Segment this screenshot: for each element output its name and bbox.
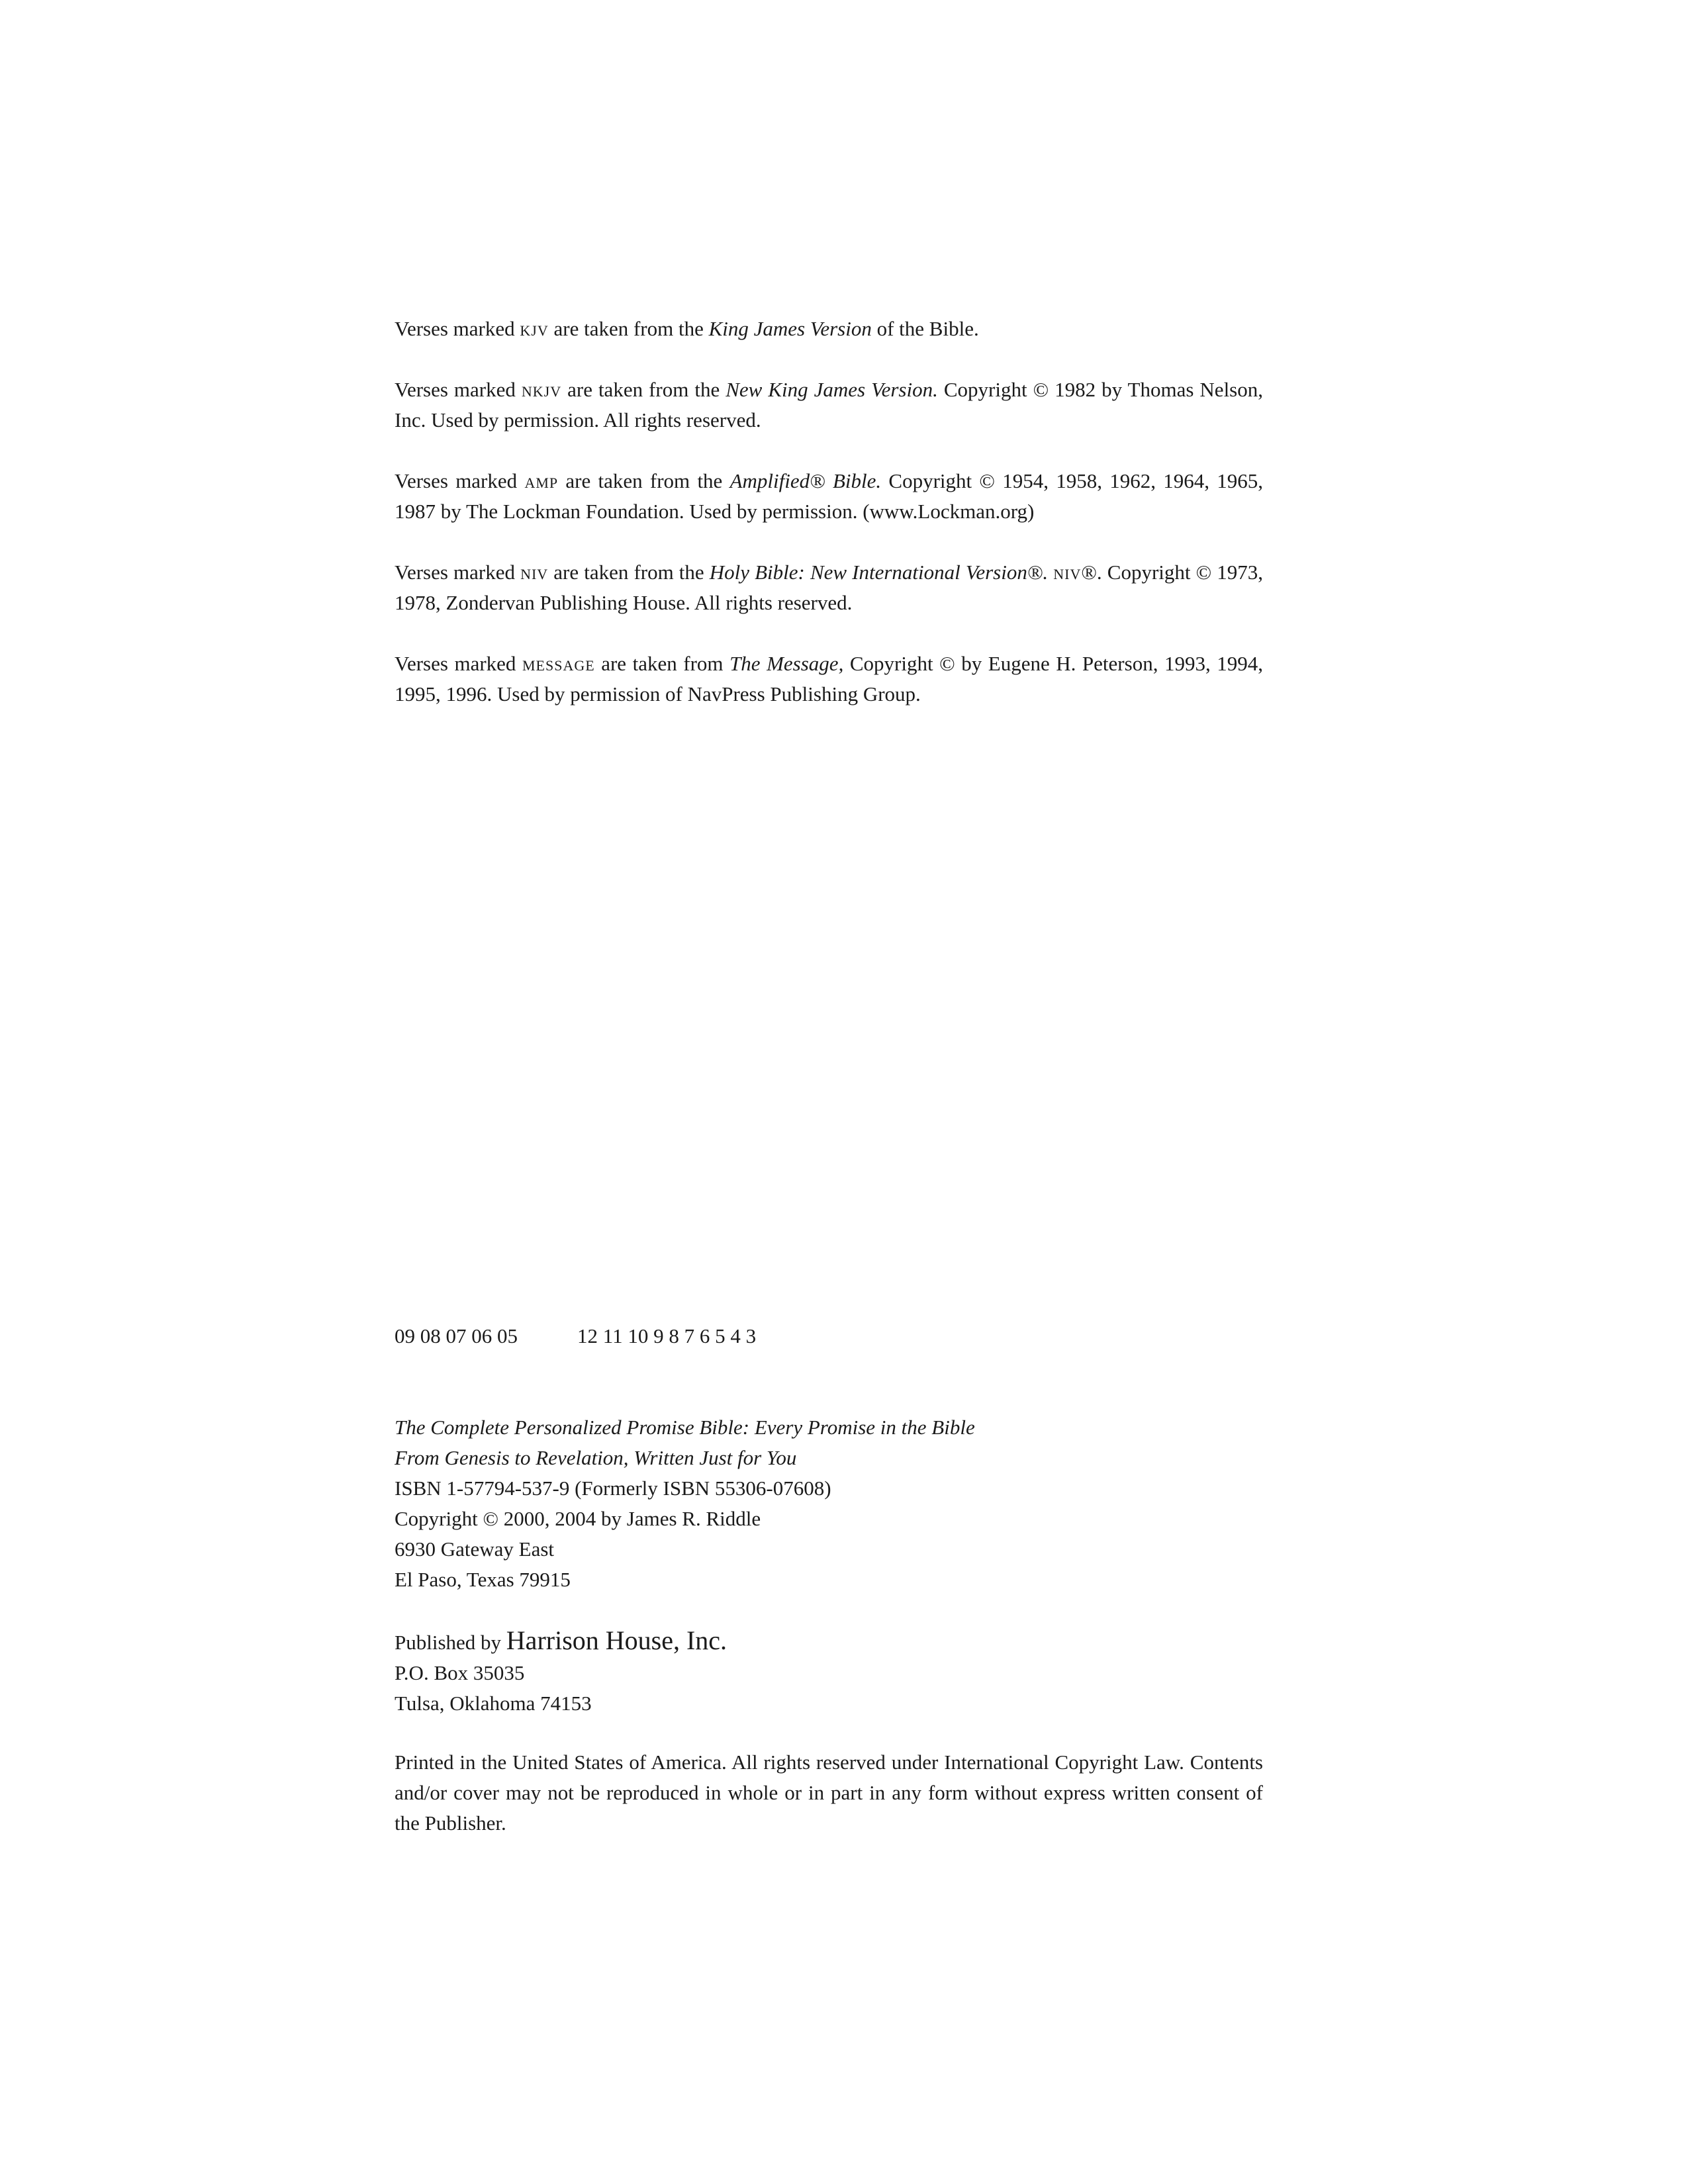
book-title-line-1: The Complete Personalized Promise Bible: Every Promise in the Bible [395, 1416, 975, 1439]
kjv-title: King James Version [708, 317, 872, 340]
nkjv-title: New King James Version. [726, 378, 938, 401]
niv-permission: Verses marked niv are taken from the Holy Bible: New International Version®. niv®. Copyright © 1973, 1978, Zondervan Publishing House. All rights reserved. [395, 561, 1263, 614]
publisher-address-1: P.O. Box 35035 [395, 1661, 525, 1684]
isbn: ISBN 1-57794-537-9 (Formerly ISBN 55306-07608) [395, 1477, 831, 1500]
publisher-line [395, 1625, 1263, 1658]
niv-abbr: niv [520, 561, 549, 584]
amp-permission: Verses marked amp are taken from the Amplified® Bible. Copyright © 1954, 1958, 1962, 1964, 1965, 1987 by The Lockman Foundation. Used by permission. (www.Lockman.org) [395, 469, 1264, 523]
book-title-line-2: From Genesis to Revelation, Written Just for You [395, 1446, 797, 1469]
amp-title: Amplified® Bible. [729, 469, 882, 492]
message-title: The Message, [729, 652, 844, 675]
book-copyright: Copyright © 2000, 2004 by James R. Riddle [395, 1507, 761, 1530]
niv-title: Holy Bible: New International Version®. [709, 561, 1049, 584]
amp-abbr: amp [524, 469, 559, 492]
kjv-abbr: kjv [520, 317, 549, 340]
printing-impressions: 12 11 10 9 8 7 6 5 4 3 [577, 1324, 757, 1347]
rights-statement: Printed in the United States of America. All rights reserved under International Copyright Law. Contents and/or cover may not be reproduced in whole or in part in any form without express written consent of the Publisher. [395, 1751, 1263, 1835]
book-info [395, 1412, 1263, 1595]
printing-line [395, 1321, 1263, 1351]
message-abbr: message [522, 652, 595, 675]
kjv-permission: Verses marked kjv are taken from the King James Version of the Bible. [395, 317, 979, 340]
nkjv-abbr: nkjv [521, 378, 562, 401]
published-by-label: Published by [395, 1631, 502, 1654]
niv-abbr-2: niv [1053, 561, 1082, 584]
author-address-1: 6930 Gateway East [395, 1537, 555, 1561]
publisher-address-2: Tulsa, Oklahoma 74153 [395, 1692, 592, 1715]
message-permission: Verses marked message are taken from The Message, Copyright © by Eugene H. Peterson, 1993, 1994, 1995, 1996. Used by permission of NavPress Publishing Group. [395, 652, 1264, 705]
nkjv-permission: Verses marked nkjv are taken from the New King James Version. Copyright © 1982 by Thomas Nelson, Inc. Used by permission. All rights reserved. [395, 378, 1263, 432]
printing-years: 09 08 07 06 05 [395, 1324, 518, 1347]
author-address-2: El Paso, Texas 79915 [395, 1568, 571, 1591]
publisher-info [395, 1625, 1263, 1719]
publisher-name: Harrison House, Inc. [506, 1625, 727, 1655]
